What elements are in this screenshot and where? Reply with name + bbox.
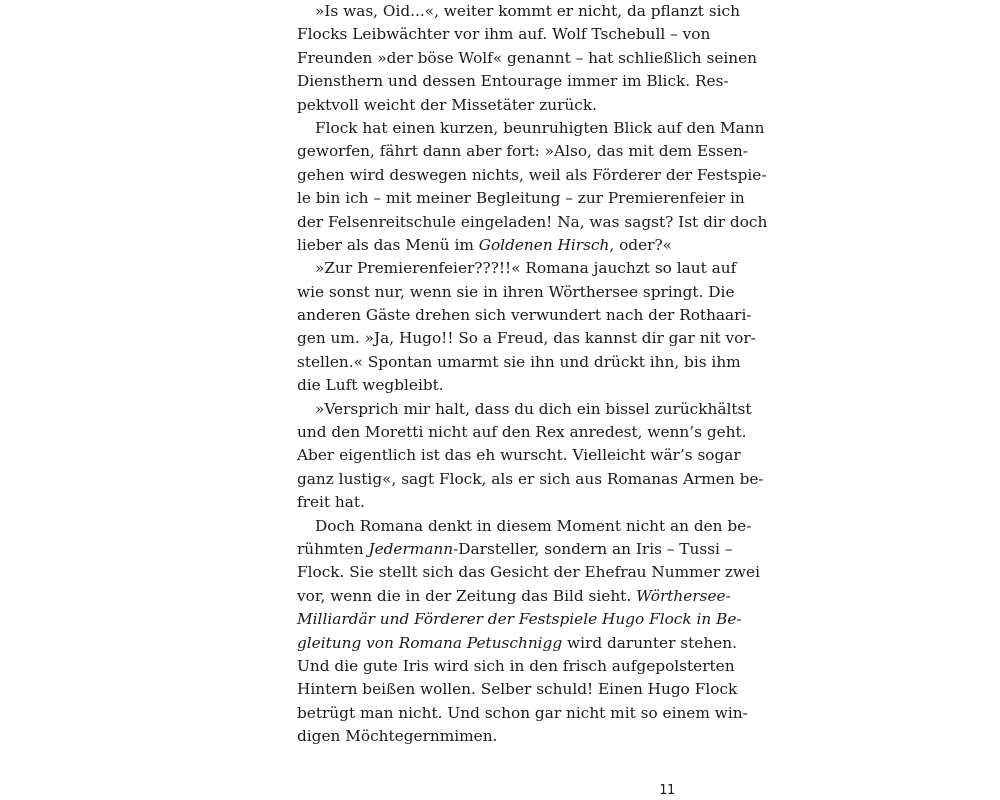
text-segment: pektvoll weicht der Missetäter zurück. bbox=[297, 95, 597, 114]
text-segment: und den Moretti nicht auf den Rex anredest, wenn’s geht. bbox=[297, 423, 747, 442]
text-line bbox=[297, 47, 758, 70]
text-line bbox=[297, 491, 702, 514]
text-line bbox=[297, 351, 741, 374]
text-line bbox=[297, 94, 702, 117]
text-segment: betrügt man nicht. Und schon gar nicht mit so einem win- bbox=[297, 703, 748, 722]
text-segment: der Felsenreitschule eingeladen! Na, was sagst? Ist dir doch bbox=[297, 212, 768, 231]
paragraph bbox=[297, 257, 756, 397]
italic-text: gleitung von Romana Petuschnigg bbox=[297, 633, 563, 652]
text-segment: lieber als das Menü im bbox=[297, 235, 479, 254]
text-segment: wird darunter stehen. bbox=[562, 633, 737, 652]
text-line bbox=[297, 23, 711, 46]
text-segment: digen Möchtegernmimen. bbox=[297, 727, 498, 746]
body-text bbox=[297, 0, 768, 749]
text-line bbox=[297, 561, 760, 584]
text-line bbox=[297, 585, 731, 608]
italic-text: Wörthersee- bbox=[636, 586, 731, 605]
text-line bbox=[297, 374, 702, 397]
italic-text: Milliardär und Förderer der Festspiele Hugo Flock in Be- bbox=[297, 610, 742, 629]
text-line bbox=[297, 538, 733, 561]
text-line bbox=[297, 304, 752, 327]
paragraph bbox=[297, 117, 768, 257]
text-segment: le bin ich – mit meiner Begleitung – zur Premierenfeier in bbox=[297, 189, 745, 208]
text-segment: gen um. »Ja, Hugo!! So a Freud, das kannst dir gar nit vor- bbox=[297, 329, 756, 348]
text-segment: Flock hat einen kurzen, beunruhigten Blick auf den Mann bbox=[315, 118, 765, 137]
text-line bbox=[297, 327, 756, 350]
text-line bbox=[297, 257, 737, 280]
text-line bbox=[297, 398, 752, 421]
text-segment: Diensthern und dessen Entourage immer im Blick. Res- bbox=[297, 72, 729, 91]
italic-text: Goldenen Hirsch bbox=[478, 235, 610, 254]
text-line bbox=[297, 234, 702, 257]
text-segment: -Darsteller, sondern an Iris – Tussi – bbox=[453, 539, 733, 558]
text-line bbox=[297, 468, 764, 491]
text-segment: Doch Romana denkt in diesem Moment nicht an den be- bbox=[315, 516, 752, 535]
text-line bbox=[297, 140, 748, 163]
text-segment: Und die gute Iris wird sich in den frisch aufgepolsterten bbox=[297, 656, 735, 675]
text-segment: vor, wenn die in der Zeitung das Bild sieht. bbox=[297, 586, 637, 605]
text-line bbox=[297, 444, 741, 467]
text-segment: Freunden »der böse Wolf« genannt – hat schließlich seinen bbox=[297, 48, 758, 67]
text-line bbox=[297, 678, 738, 701]
text-segment: gehen wird deswegen nichts, weil als Förderer der Festspie- bbox=[297, 165, 767, 184]
text-line bbox=[297, 117, 765, 140]
text-segment: Flocks Leibwächter vor ihm auf. Wolf Tschebull – von bbox=[297, 25, 711, 44]
text-segment: »Zur Premierenfeier???!!« Romana jauchzt so laut auf bbox=[315, 259, 737, 278]
text-line bbox=[297, 164, 767, 187]
text-line bbox=[297, 702, 748, 725]
text-segment: stellen.« Spontan umarmt sie ihn und drückt ihn, bis ihm bbox=[297, 352, 741, 371]
page-number: 11 bbox=[659, 783, 675, 798]
paragraph bbox=[297, 515, 760, 749]
text-segment: Flock. Sie stellt sich das Gesicht der Ehefrau Nummer zwei bbox=[297, 563, 760, 582]
text-line bbox=[297, 281, 735, 304]
text-segment: ganz lustig«, sagt Flock, als er sich aus Romanas Armen be- bbox=[297, 469, 764, 488]
text-line bbox=[297, 187, 745, 210]
text-segment: wie sonst nur, wenn sie in ihren Wörthersee springt. Die bbox=[297, 282, 735, 301]
text-line bbox=[297, 725, 702, 748]
text-segment: geworfen, fährt dann aber fort: »Also, das mit dem Essen- bbox=[297, 142, 748, 161]
paragraph bbox=[297, 0, 758, 117]
text-line bbox=[297, 211, 768, 234]
text-segment: die Luft wegbleibt. bbox=[297, 376, 444, 395]
text-line bbox=[297, 632, 737, 655]
text-segment: , oder?« bbox=[609, 235, 673, 254]
italic-text: Jedermann bbox=[368, 539, 454, 558]
text-line bbox=[297, 655, 735, 678]
text-line bbox=[297, 608, 742, 631]
paragraph bbox=[297, 398, 764, 515]
text-segment: anderen Gäste drehen sich verwundert nach der Rothaari- bbox=[297, 306, 752, 325]
text-line bbox=[297, 421, 747, 444]
text-segment: rühmten bbox=[297, 539, 369, 558]
text-segment: freit hat. bbox=[297, 493, 365, 512]
text-line bbox=[297, 0, 740, 23]
text-line bbox=[297, 70, 729, 93]
text-line bbox=[297, 515, 752, 538]
text-segment: »Is was, Oid...«, weiter kommt er nicht, da pflanzt sich bbox=[315, 2, 740, 20]
text-segment: Aber eigentlich ist das eh wurscht. Vielleicht wär’s sogar bbox=[297, 446, 741, 465]
text-segment: Hintern beißen wollen. Selber schuld! Einen Hugo Flock bbox=[297, 680, 738, 699]
text-segment: »Versprich mir halt, dass du dich ein bissel zurückhältst bbox=[315, 399, 752, 418]
